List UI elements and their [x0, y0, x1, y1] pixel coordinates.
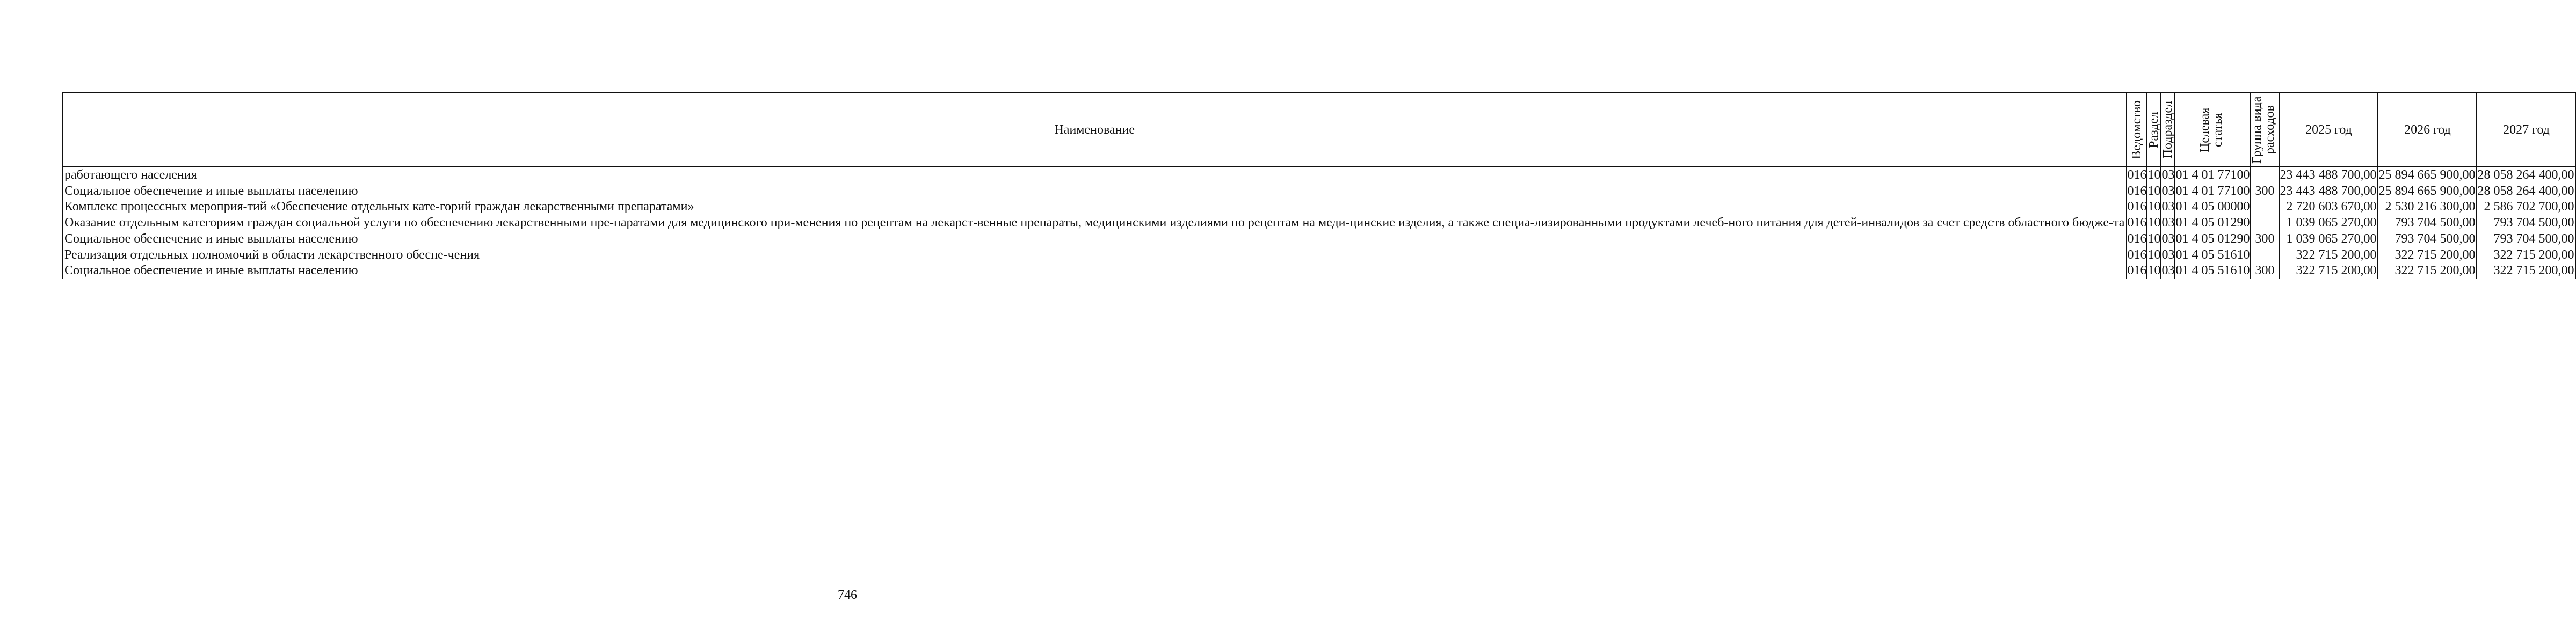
- row-name: Комплекс процессных мероприя-тий «Обеспечение отдельных кате-горий граждан лекарственными препаратами»: [62, 199, 2127, 215]
- row-section: 10: [2147, 199, 2161, 215]
- row-amount-2027: 28 058 264 400,00: [2477, 167, 2575, 184]
- row-amount-2027: 322 715 200,00: [2477, 247, 2575, 264]
- row-target-article: 01 4 01 77100: [2175, 184, 2250, 200]
- row-expense-group: [2250, 199, 2279, 215]
- table-row: [62, 247, 2575, 264]
- row-amount-2027: 322 715 200,00: [2477, 263, 2575, 279]
- row-department: 016: [2127, 199, 2147, 215]
- table-row: [62, 263, 2575, 279]
- row-target-article: 01 4 05 51610: [2175, 263, 2250, 279]
- row-expense-group: 300: [2250, 231, 2279, 247]
- row-amount-2026: 2 530 216 300,00: [2378, 199, 2477, 215]
- row-department: 016: [2127, 247, 2147, 264]
- row-section: 10: [2147, 215, 2161, 231]
- row-expense-group: [2250, 247, 2279, 264]
- row-amount-2025: 2 720 603 670,00: [2279, 199, 2378, 215]
- row-amount-2027: 2 586 702 700,00: [2477, 199, 2575, 215]
- row-target-article: 01 4 05 01290: [2175, 215, 2250, 231]
- row-expense-group: [2250, 215, 2279, 231]
- row-subsection: 03: [2161, 167, 2175, 184]
- row-section: 10: [2147, 167, 2161, 184]
- row-amount-2026: 793 704 500,00: [2378, 215, 2477, 231]
- row-subsection: 03: [2161, 231, 2175, 247]
- table-header-row: [62, 93, 2575, 167]
- row-amount-2025: 23 443 488 700,00: [2279, 184, 2378, 200]
- table-row: [62, 215, 2575, 231]
- row-amount-2026: 322 715 200,00: [2378, 263, 2477, 279]
- row-amount-2026: 25 894 665 900,00: [2378, 184, 2477, 200]
- row-expense-group: 300: [2250, 263, 2279, 279]
- table-row: [62, 199, 2575, 215]
- row-name: Социальное обеспечение и иные выплаты населению: [62, 231, 2127, 247]
- row-department: 016: [2127, 263, 2147, 279]
- row-section: 10: [2147, 184, 2161, 200]
- row-subsection: 03: [2161, 184, 2175, 200]
- row-department: 016: [2127, 231, 2147, 247]
- table-row: [62, 184, 2575, 200]
- row-subsection: 03: [2161, 263, 2175, 279]
- row-target-article: 01 4 05 01290: [2175, 231, 2250, 247]
- row-name: Социальное обеспечение и иные выплаты населению: [62, 263, 2127, 279]
- header-name: Наименование: [62, 93, 2127, 167]
- row-amount-2026: 322 715 200,00: [2378, 247, 2477, 264]
- row-name: Оказание отдельным категориям граждан социальной услуги по обеспечению лекарственными пре-паратами для медицинского при-менения по рецептам на лекарст-венные препараты, медицинскими изделиями по рецептам на меди-цинские изделия, а также специа-лизированными продуктами лечеб-ного питания для детей-инвалидов за счет средств областного бюдже-та: [62, 215, 2127, 231]
- header-department: Ведомство: [2127, 93, 2147, 167]
- row-subsection: 03: [2161, 247, 2175, 264]
- row-department: 016: [2127, 167, 2147, 184]
- row-amount-2025: 322 715 200,00: [2279, 247, 2378, 264]
- row-amount-2025: 322 715 200,00: [2279, 263, 2378, 279]
- row-target-article: 01 4 05 00000: [2175, 199, 2250, 215]
- header-subsection: Подраздел: [2161, 93, 2175, 167]
- page-number: 746: [838, 588, 857, 602]
- header-2025: 2025 год: [2279, 93, 2378, 167]
- row-department: 016: [2127, 215, 2147, 231]
- row-amount-2027: 28 058 264 400,00: [2477, 184, 2575, 200]
- row-section: 10: [2147, 263, 2161, 279]
- table-row: [62, 167, 2575, 184]
- header-expense-group: Группа вида расходов: [2250, 93, 2279, 167]
- header-section: Раздел: [2147, 93, 2161, 167]
- row-amount-2025: 23 443 488 700,00: [2279, 167, 2378, 184]
- row-name: Реализация отдельных полномочий в области лекарственного обеспе-чения: [62, 247, 2127, 264]
- row-expense-group: [2250, 167, 2279, 184]
- row-amount-2027: 793 704 500,00: [2477, 215, 2575, 231]
- row-amount-2025: 1 039 065 270,00: [2279, 215, 2378, 231]
- row-amount-2027: 793 704 500,00: [2477, 231, 2575, 247]
- row-target-article: 01 4 05 51610: [2175, 247, 2250, 264]
- header-target-article: Целевая статья: [2175, 93, 2250, 167]
- row-name: Социальное обеспечение и иные выплаты населению: [62, 184, 2127, 200]
- header-2026: 2026 год: [2378, 93, 2477, 167]
- row-section: 10: [2147, 231, 2161, 247]
- header-2027: 2027 год: [2477, 93, 2575, 167]
- row-amount-2026: 793 704 500,00: [2378, 231, 2477, 247]
- row-amount-2025: 1 039 065 270,00: [2279, 231, 2378, 247]
- row-subsection: 03: [2161, 215, 2175, 231]
- row-target-article: 01 4 01 77100: [2175, 167, 2250, 184]
- row-section: 10: [2147, 247, 2161, 264]
- table-body: [62, 167, 2575, 279]
- budget-table: [62, 92, 2576, 279]
- row-expense-group: 300: [2250, 184, 2279, 200]
- row-subsection: 03: [2161, 199, 2175, 215]
- table-row: [62, 231, 2575, 247]
- row-department: 016: [2127, 184, 2147, 200]
- row-amount-2026: 25 894 665 900,00: [2378, 167, 2477, 184]
- row-name: работающего населения: [62, 167, 2127, 184]
